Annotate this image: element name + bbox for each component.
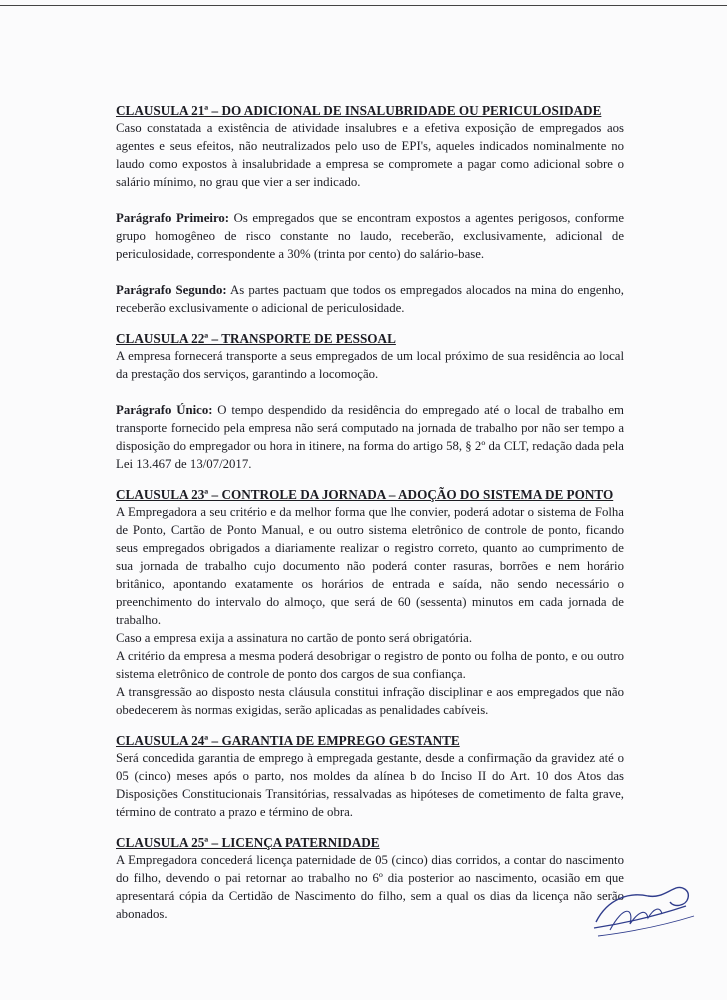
clause-21-paragraph-1 — [116, 209, 624, 263]
clause-22-heading: CLAUSULA 22ª – TRANSPORTE DE PESSOAL — [116, 331, 396, 346]
clause-21-paragraph-2 — [116, 281, 624, 317]
clause-21 — [116, 103, 624, 317]
clause-22-paragraph-1-lead: Parágrafo Único: — [116, 403, 213, 417]
clause-25-body: A Empregadora concederá licença paternidade de 05 (cinco) dias corridos, a contar do nascimento do filho, devendo o pai retornar ao trabalho no 6º dia posterior ao nascimento, ocasião em que apresentará cópia da Certidão de Nascimento do filho, sem a qual os dias da licença não serão abonados. — [116, 853, 624, 921]
clause-23 — [116, 487, 624, 719]
clause-23-extra-3: A transgressão ao disposto nesta cláusula constitui infração disciplinar e aos empregados que não obedecerem às normas exigidas, serão aplicadas as penalidades cabíveis. — [116, 685, 624, 717]
clause-23-extra-1: Caso a empresa exija a assinatura no cartão de ponto será obrigatória. — [116, 631, 473, 645]
document-page — [116, 103, 624, 937]
clause-22-body: A empresa fornecerá transporte a seus empregados de um local próximo de sua residência ao local da prestação dos serviços, garantindo a locomoção. — [116, 349, 624, 381]
clause-21-paragraph-2-text: As partes pactuam que todos os empregados alocados na mina do engenho, receberão exclusivamente o adicional de periculosidade. — [116, 283, 624, 315]
clause-24-body: Será concedida garantia de emprego à empregada gestante, desde a confirmação da gravidez até o 05 (cinco) meses após o parto, nos moldes da alínea b do Inciso II do Art. 10 dos Atos das Disposições Constitucionais Transitórias, ressalvadas as hipóteses de cometimento de falta grave, término de contrato a prazo e término de obra. — [116, 751, 624, 819]
clause-21-paragraph-1-lead: Parágrafo Primeiro: — [116, 211, 230, 225]
clause-23-extra-2: A critério da empresa a mesma poderá desobrigar o registro de ponto ou folha de ponto, e ou outro sistema eletrônico de controle de ponto dos cargos de sua confiança. — [116, 649, 624, 681]
clause-21-body: Caso constatada a existência de atividade insalubres e a efetiva exposição de empregados aos agentes e seus efeitos, não neutralizados pelo uso de EPI's, aqueles indicados nominalmente no laudo como expostos à insalubridade a empresa se compromete a pagar como adicional sobre o salário mínimo, no grau que vier a ser indicado. — [116, 121, 624, 189]
top-border-line — [0, 5, 727, 6]
clause-21-heading: CLAUSULA 21ª – DO ADICIONAL DE INSALUBRIDADE OU PERICULOSIDADE — [116, 103, 602, 118]
clause-22-paragraph-1 — [116, 401, 624, 473]
clause-24 — [116, 733, 624, 821]
clause-24-heading: CLAUSULA 24ª – GARANTIA DE EMPREGO GESTANTE — [116, 733, 460, 748]
handwritten-signature — [590, 878, 700, 940]
clause-25 — [116, 835, 624, 923]
clause-21-paragraph-1-text: Os empregados que se encontram expostos a agentes perigosos, conforme grupo homogêneo de risco constante no laudo, receberão, exclusivamente, adicional de periculosidade, correspondente a 30% (trinta por cento) do salário-base. — [116, 211, 625, 261]
clause-25-heading: CLAUSULA 25ª – LICENÇA PATERNIDADE — [116, 835, 380, 850]
clause-22 — [116, 331, 624, 473]
clause-22-paragraph-1-text: O tempo despendido da residência do empregado até o local de trabalho em transporte fornecido pela empresa não será computado na jornada de trabalho por não ser tempo a disposição do empregador ou hora in itinere, na forma do artigo 58, § 2º da CLT, redação dada pela Lei 13.467 de 13/07/2017. — [116, 403, 624, 471]
clause-23-heading: CLAUSULA 23ª – CONTROLE DA JORNADA – ADOÇÃO DO SISTEMA DE PONTO — [116, 487, 614, 502]
clause-21-paragraph-2-lead: Parágrafo Segundo: — [116, 283, 227, 297]
clause-23-body: A Empregadora a seu critério e da melhor forma que lhe convier, poderá adotar o sistema de Folha de Ponto, Cartão de Ponto Manual, e ou outro sistema eletrônico de controle de ponto, ficando seus empregados obrigados a diariamente realizar o registro correto, quanto ao cumprimento de sua jornada de trabalho cujo documento não poderá conter rasuras, borrões e nem horário britânico, apontando exatamente os horários de entrada e saída, não sendo necessário o preenchimento do intervalo do almoço, que será de 60 (sessenta) minutos em cada jornada de trabalho. — [116, 505, 624, 627]
